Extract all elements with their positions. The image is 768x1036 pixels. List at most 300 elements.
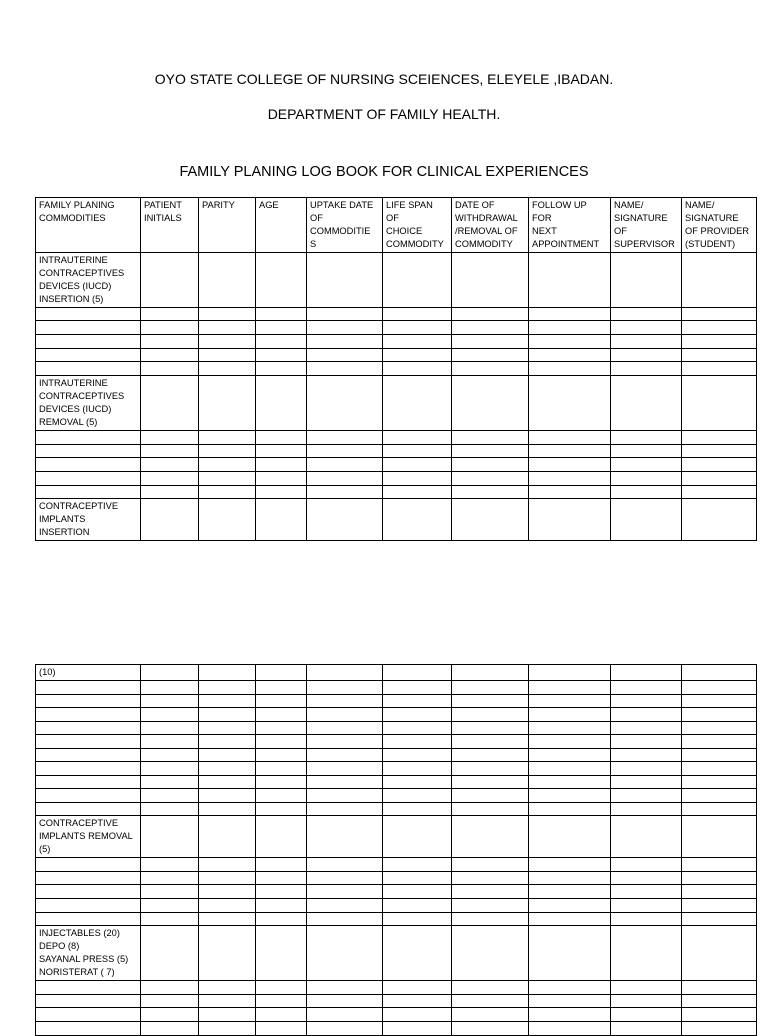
table-cell — [36, 721, 141, 735]
table-cell — [452, 445, 529, 458]
table-cell — [141, 458, 199, 472]
table-cell — [452, 431, 529, 445]
table-cell — [36, 486, 141, 499]
table-row — [36, 431, 757, 445]
table-cell — [199, 681, 256, 695]
table-cell — [199, 858, 256, 872]
table-cell — [256, 458, 307, 472]
table-cell — [307, 762, 383, 776]
table-cell — [452, 885, 529, 899]
table-cell — [611, 899, 682, 913]
header-row — [36, 198, 757, 253]
section-label: CONTRACEPTIVE IMPLANTS REMOVAL (5) — [36, 816, 141, 858]
table-cell — [141, 472, 199, 486]
table-cell — [141, 872, 199, 885]
table-cell — [452, 995, 529, 1008]
table-cell — [307, 458, 383, 472]
table-cell — [452, 499, 529, 541]
table-cell — [256, 362, 307, 376]
table-cell — [199, 694, 256, 708]
table-row — [36, 362, 757, 376]
table-row — [36, 321, 757, 335]
table-cell — [256, 431, 307, 445]
table-cell — [141, 681, 199, 695]
table-cell — [452, 321, 529, 335]
table-cell — [383, 376, 452, 431]
table-cell — [611, 735, 682, 749]
table-cell — [383, 458, 452, 472]
table-cell — [141, 748, 199, 762]
table-cell — [611, 308, 682, 321]
table-row — [36, 789, 757, 803]
table-cell — [611, 486, 682, 499]
table-cell — [141, 913, 199, 926]
table-cell — [307, 362, 383, 376]
table-cell — [529, 445, 611, 458]
table-row — [36, 458, 757, 472]
table-cell — [307, 376, 383, 431]
table-cell — [611, 349, 682, 362]
table-cell — [199, 899, 256, 913]
table-cell — [36, 995, 141, 1008]
table-cell — [529, 362, 611, 376]
table-cell — [682, 253, 757, 308]
table-cell — [256, 308, 307, 321]
column-header: PATIENT INITIALS — [141, 198, 199, 253]
table-cell — [199, 665, 256, 681]
table-cell — [199, 789, 256, 803]
table-cell — [452, 362, 529, 376]
table-row — [36, 762, 757, 776]
table-cell — [529, 708, 611, 722]
table-cell — [383, 694, 452, 708]
table-cell — [307, 802, 383, 816]
table-cell — [141, 721, 199, 735]
column-header: AGE — [256, 198, 307, 253]
table-cell — [199, 735, 256, 749]
table-cell — [199, 362, 256, 376]
table-cell — [682, 913, 757, 926]
table-cell — [141, 926, 199, 981]
table-row — [36, 665, 757, 681]
table-cell — [307, 708, 383, 722]
table-cell — [611, 665, 682, 681]
table-cell — [682, 665, 757, 681]
table-cell — [682, 885, 757, 899]
table-cell — [36, 872, 141, 885]
table-cell — [256, 335, 307, 349]
table-cell — [36, 362, 141, 376]
table-cell — [141, 981, 199, 995]
table-cell — [199, 321, 256, 335]
table-row — [36, 335, 757, 349]
table-cell — [36, 981, 141, 995]
table-row — [36, 735, 757, 749]
table-cell — [199, 445, 256, 458]
table-cell — [36, 899, 141, 913]
column-header: FAMILY PLANING COMMODITIES — [36, 198, 141, 253]
table-cell — [383, 708, 452, 722]
table-cell — [682, 708, 757, 722]
table-cell — [682, 926, 757, 981]
table-cell — [199, 499, 256, 541]
table-cell — [141, 995, 199, 1008]
table-cell — [307, 472, 383, 486]
table-cell — [611, 445, 682, 458]
table-cell — [256, 899, 307, 913]
table-cell — [307, 253, 383, 308]
table-cell — [383, 872, 452, 885]
table-cell — [529, 499, 611, 541]
table-cell — [529, 253, 611, 308]
table-cell — [452, 802, 529, 816]
table-cell — [682, 376, 757, 431]
table-cell — [307, 789, 383, 803]
table-cell — [611, 748, 682, 762]
table-cell — [611, 431, 682, 445]
table-cell — [307, 321, 383, 335]
table-cell — [256, 872, 307, 885]
table-row — [36, 499, 757, 541]
table-row — [36, 872, 757, 885]
table-cell — [383, 995, 452, 1008]
table-cell — [36, 431, 141, 445]
table-cell — [307, 775, 383, 789]
table-cell — [141, 775, 199, 789]
table-cell — [383, 665, 452, 681]
college-title: OYO STATE COLLEGE OF NURSING SCEIENCES, ELEYELE ,IBADAN. — [154, 71, 614, 87]
table-cell — [141, 789, 199, 803]
table-cell — [383, 431, 452, 445]
table-cell — [141, 816, 199, 858]
table-cell — [682, 349, 757, 362]
table-cell — [682, 872, 757, 885]
table-cell — [256, 694, 307, 708]
table-cell — [682, 762, 757, 776]
table-cell — [611, 816, 682, 858]
table-cell — [529, 816, 611, 858]
table-cell — [682, 721, 757, 735]
section-label: CONTRACEPTIVE IMPLANTS INSERTION — [36, 499, 141, 541]
table-cell — [529, 486, 611, 499]
table-row — [36, 445, 757, 458]
table-cell — [36, 748, 141, 762]
table-cell — [141, 899, 199, 913]
table-cell — [529, 735, 611, 749]
section-label: INTRAUTERINE CONTRACEPTIVES DEVICES (IUCD) INSERTION (5) — [36, 253, 141, 308]
table-cell — [383, 899, 452, 913]
table-cell — [307, 431, 383, 445]
table-cell — [141, 376, 199, 431]
table-cell — [199, 913, 256, 926]
table-cell — [452, 899, 529, 913]
table-cell — [529, 872, 611, 885]
table-cell — [611, 253, 682, 308]
table-cell — [307, 748, 383, 762]
table-cell — [36, 762, 141, 776]
table-cell — [611, 789, 682, 803]
table-cell — [199, 885, 256, 899]
table-cell — [529, 308, 611, 321]
table-cell — [141, 349, 199, 362]
table-row — [36, 349, 757, 362]
table-cell — [383, 499, 452, 541]
table-cell — [529, 321, 611, 335]
table-cell — [383, 775, 452, 789]
table-cell — [452, 872, 529, 885]
table-cell — [141, 665, 199, 681]
table-row — [36, 376, 757, 431]
table-cell — [141, 321, 199, 335]
table-cell — [529, 802, 611, 816]
table-cell — [383, 858, 452, 872]
table-cell — [452, 926, 529, 981]
table-row — [36, 899, 757, 913]
table-cell — [452, 665, 529, 681]
table-cell — [529, 885, 611, 899]
table-row — [36, 816, 757, 858]
table-cell — [529, 858, 611, 872]
table-cell — [199, 1008, 256, 1022]
table-cell — [36, 735, 141, 749]
section-label: INJECTABLES (20) DEPO (8) SAYANAL PRESS (5) NORISTERAT ( 7) — [36, 926, 141, 981]
table-cell — [307, 816, 383, 858]
table-row — [36, 708, 757, 722]
table-cell — [682, 486, 757, 499]
table-cell — [256, 1008, 307, 1022]
table-cell — [682, 431, 757, 445]
table-cell — [383, 486, 452, 499]
table-cell — [452, 458, 529, 472]
table-cell — [529, 376, 611, 431]
table-cell — [452, 681, 529, 695]
table-cell — [383, 735, 452, 749]
table-cell — [36, 472, 141, 486]
table-cell — [529, 775, 611, 789]
table-cell — [529, 899, 611, 913]
table-cell — [529, 335, 611, 349]
table-cell — [452, 735, 529, 749]
table-cell — [141, 1008, 199, 1022]
table-cell — [307, 308, 383, 321]
table-cell — [611, 926, 682, 981]
table-cell — [611, 472, 682, 486]
table-cell — [256, 445, 307, 458]
table-cell — [611, 376, 682, 431]
table-cell — [383, 681, 452, 695]
table-cell — [383, 789, 452, 803]
table-cell — [611, 858, 682, 872]
table-cell — [199, 748, 256, 762]
table-row — [36, 802, 757, 816]
table-cell — [256, 789, 307, 803]
table-cell — [383, 445, 452, 458]
table-cell — [141, 335, 199, 349]
table-row — [36, 926, 757, 981]
table-cell — [36, 681, 141, 695]
table-cell — [199, 802, 256, 816]
table-cell — [36, 349, 141, 362]
section-label: INTRAUTERINE CONTRACEPTIVES DEVICES (IUCD) REMOVAL (5) — [36, 376, 141, 431]
table-row — [36, 486, 757, 499]
table-cell — [36, 458, 141, 472]
table-cell — [199, 775, 256, 789]
table-cell — [452, 816, 529, 858]
table-cell — [141, 708, 199, 722]
table-cell — [682, 802, 757, 816]
table-cell — [141, 885, 199, 899]
table-cell — [682, 445, 757, 458]
table-cell — [256, 981, 307, 995]
table-cell — [682, 995, 757, 1008]
table-cell — [256, 816, 307, 858]
table-cell — [199, 872, 256, 885]
table-cell — [307, 335, 383, 349]
table-cell — [682, 681, 757, 695]
table-cell — [452, 762, 529, 776]
table-row — [36, 775, 757, 789]
table-row — [36, 748, 757, 762]
table-cell — [611, 681, 682, 695]
table-cell — [141, 308, 199, 321]
table-cell — [452, 694, 529, 708]
table-cell — [452, 486, 529, 499]
column-header: NAME/ SIGNATURE OF SUPERVISOR — [611, 198, 682, 253]
table-cell — [529, 995, 611, 1008]
table-cell — [452, 789, 529, 803]
table-cell — [682, 981, 757, 995]
column-header: DATE OF WITHDRAWAL /REMOVAL OF COMMODITY — [452, 198, 529, 253]
table-cell — [36, 802, 141, 816]
table-cell — [529, 665, 611, 681]
table-row — [36, 681, 757, 695]
table-cell — [452, 858, 529, 872]
table-cell — [199, 431, 256, 445]
table-cell — [383, 472, 452, 486]
table-cell — [307, 665, 383, 681]
table-cell — [36, 321, 141, 335]
table-cell — [256, 376, 307, 431]
table-cell — [529, 694, 611, 708]
section-label: (10) — [36, 665, 141, 681]
table-cell — [383, 308, 452, 321]
table-cell — [199, 995, 256, 1008]
table-cell — [256, 681, 307, 695]
table-cell — [611, 708, 682, 722]
table-cell — [256, 486, 307, 499]
table-cell — [452, 721, 529, 735]
table-cell — [682, 789, 757, 803]
table-cell — [36, 885, 141, 899]
table-cell — [141, 802, 199, 816]
table-row — [36, 472, 757, 486]
table-cell — [199, 349, 256, 362]
table-cell — [36, 789, 141, 803]
table-cell — [682, 472, 757, 486]
table-cell — [682, 816, 757, 858]
table-cell — [36, 694, 141, 708]
table-row — [36, 253, 757, 308]
table-cell — [611, 802, 682, 816]
table-cell — [256, 253, 307, 308]
table-cell — [307, 981, 383, 995]
table-cell — [199, 308, 256, 321]
table-cell — [383, 981, 452, 995]
table-cell — [529, 431, 611, 445]
table-cell — [682, 1008, 757, 1022]
table-cell — [256, 499, 307, 541]
table-cell — [141, 762, 199, 776]
table-cell — [682, 335, 757, 349]
table-cell — [36, 335, 141, 349]
table-cell — [307, 694, 383, 708]
department-title: DEPARTMENT OF FAMILY HEALTH. — [267, 106, 501, 122]
table-cell — [452, 748, 529, 762]
table-cell — [256, 472, 307, 486]
table-cell — [682, 499, 757, 541]
table-row — [36, 308, 757, 321]
table-cell — [256, 708, 307, 722]
table-cell — [141, 431, 199, 445]
log-table-page-2 — [35, 664, 757, 1036]
table-cell — [36, 775, 141, 789]
table-cell — [307, 872, 383, 885]
table-cell — [256, 721, 307, 735]
table-cell — [307, 858, 383, 872]
table-cell — [611, 775, 682, 789]
table-cell — [452, 775, 529, 789]
table-row — [36, 858, 757, 872]
table-cell — [452, 376, 529, 431]
column-header: UPTAKE DATE OF COMMODITIE S — [307, 198, 383, 253]
table-row — [36, 721, 757, 735]
table-cell — [256, 349, 307, 362]
table-cell — [611, 362, 682, 376]
table-cell — [36, 445, 141, 458]
table-cell — [682, 321, 757, 335]
table-cell — [682, 735, 757, 749]
table-cell — [452, 335, 529, 349]
logbook-title: FAMILY PLANING LOG BOOK FOR CLINICAL EXPERIENCES — [179, 164, 589, 180]
table-cell — [141, 694, 199, 708]
table-cell — [529, 762, 611, 776]
table-cell — [307, 1008, 383, 1022]
table-cell — [682, 458, 757, 472]
table-row — [36, 981, 757, 995]
table-cell — [307, 721, 383, 735]
table-row — [36, 995, 757, 1008]
table-cell — [682, 899, 757, 913]
table-cell — [256, 858, 307, 872]
table-cell — [256, 748, 307, 762]
table-cell — [36, 708, 141, 722]
table-cell — [383, 816, 452, 858]
table-cell — [383, 721, 452, 735]
table-cell — [383, 1008, 452, 1022]
table-cell — [682, 775, 757, 789]
table-cell — [611, 721, 682, 735]
table-cell — [529, 913, 611, 926]
table-cell — [529, 472, 611, 486]
table-cell — [307, 735, 383, 749]
table-cell — [383, 762, 452, 776]
table-cell — [529, 789, 611, 803]
table-cell — [199, 458, 256, 472]
table-cell — [611, 458, 682, 472]
table-cell — [611, 694, 682, 708]
table-row — [36, 913, 757, 926]
table-cell — [307, 995, 383, 1008]
